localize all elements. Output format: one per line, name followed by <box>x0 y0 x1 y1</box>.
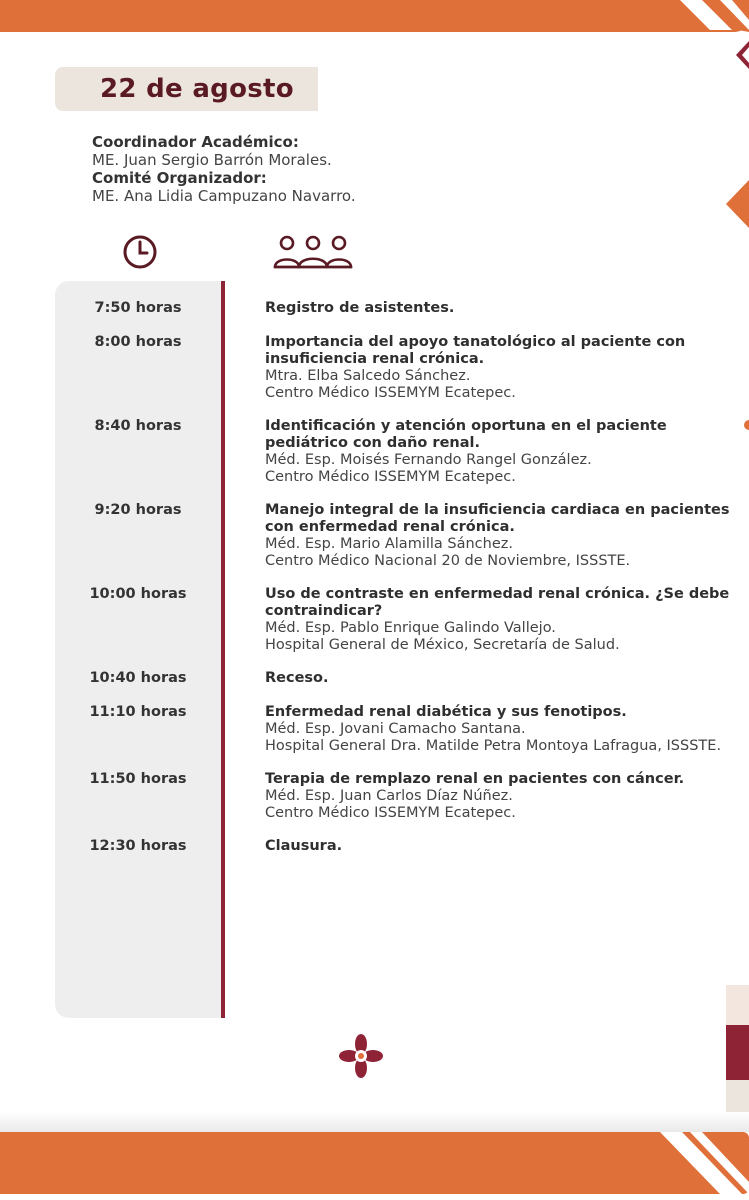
session-title: Terapia de remplazo renal en pacientes con cáncer. <box>265 771 685 787</box>
session-speaker: Méd. Esp. Mario Alamilla Sánchez. <box>265 536 513 552</box>
top-orange-band <box>0 0 749 32</box>
session-institution: Centro Médico ISSEMYM Ecatepec. <box>265 805 516 821</box>
session-title: Receso. <box>265 670 329 686</box>
coordinator-label: Coordinador Académico: <box>92 133 299 151</box>
committee-name: ME. Ana Lidia Campuzano Navarro. <box>92 187 356 205</box>
right-edge-pattern-decoration <box>726 985 749 1115</box>
organizers-block <box>92 133 356 205</box>
schedule-time: 10:00 horas <box>89 586 187 602</box>
session-title: Manejo integral de la insuficiencia cardiaca en pacientes con enfermedad renal crónica. <box>265 502 730 535</box>
times-panel <box>55 281 223 1018</box>
right-edge-flower-decoration <box>740 416 749 434</box>
session-institution: Hospital General de México, Secretaría de Salud. <box>265 637 620 653</box>
session-title: Uso de contraste en enfermedad renal crónica. ¿Se debe contraindicar? <box>265 586 730 619</box>
date-banner <box>55 67 318 111</box>
schedule-time: 11:10 horas <box>89 704 187 720</box>
session-speaker: Méd. Esp. Moisés Fernando Rangel González. <box>265 452 592 468</box>
session-speaker: Mtra. Elba Salcedo Sánchez. <box>265 368 471 384</box>
clock-icon <box>122 234 158 270</box>
session-title: Clausura. <box>265 838 343 854</box>
flower-ornament-icon <box>338 1033 384 1079</box>
session-speaker: Méd. Esp. Jovani Camacho Santana. <box>265 721 526 737</box>
bottom-right-stripe-decoration <box>650 1132 749 1194</box>
session-speaker: Méd. Esp. Juan Carlos Díaz Núñez. <box>265 788 513 804</box>
schedule-time: 10:40 horas <box>89 670 187 686</box>
bottom-orange-band <box>0 1132 749 1194</box>
bottom-shadow <box>0 1112 749 1132</box>
session-institution: Centro Médico Nacional 20 de Noviembre, ISSSTE. <box>265 553 631 569</box>
date-heading: 22 de agosto <box>100 74 294 104</box>
session-speaker: Méd. Esp. Pablo Enrique Galindo Vallejo. <box>265 620 556 636</box>
session-title: Importancia del apoyo tanatológico al paciente con insuficiencia renal crónica. <box>265 334 686 367</box>
right-maroon-arrow-decoration <box>722 35 749 75</box>
schedule-time: 8:40 horas <box>94 418 182 434</box>
timeline-divider <box>221 281 225 1018</box>
schedule-time: 8:00 horas <box>94 334 182 350</box>
schedule-time: 9:20 horas <box>94 502 182 518</box>
session-institution: Centro Médico ISSEMYM Ecatepec. <box>265 385 516 401</box>
schedule-time: 11:50 horas <box>89 771 187 787</box>
session-title: Registro de asistentes. <box>265 300 455 316</box>
committee-label: Comité Organizador: <box>92 169 267 187</box>
top-right-stripe-decoration <box>680 0 749 40</box>
right-orange-arrow-decoration <box>722 180 749 230</box>
session-institution: Hospital General Dra. Matilde Petra Montoya Lafragua, ISSSTE. <box>265 738 722 754</box>
people-group-icon <box>273 234 353 270</box>
schedule-time: 12:30 horas <box>89 838 187 854</box>
coordinator-name: ME. Juan Sergio Barrón Morales. <box>92 151 332 169</box>
session-title: Enfermedad renal diabética y sus fenotipos. <box>265 704 627 720</box>
schedule-time: 7:50 horas <box>94 300 182 316</box>
session-title: Identificación y atención oportuna en el paciente pediátrico con daño renal. <box>265 418 667 451</box>
session-institution: Centro Médico ISSEMYM Ecatepec. <box>265 469 516 485</box>
